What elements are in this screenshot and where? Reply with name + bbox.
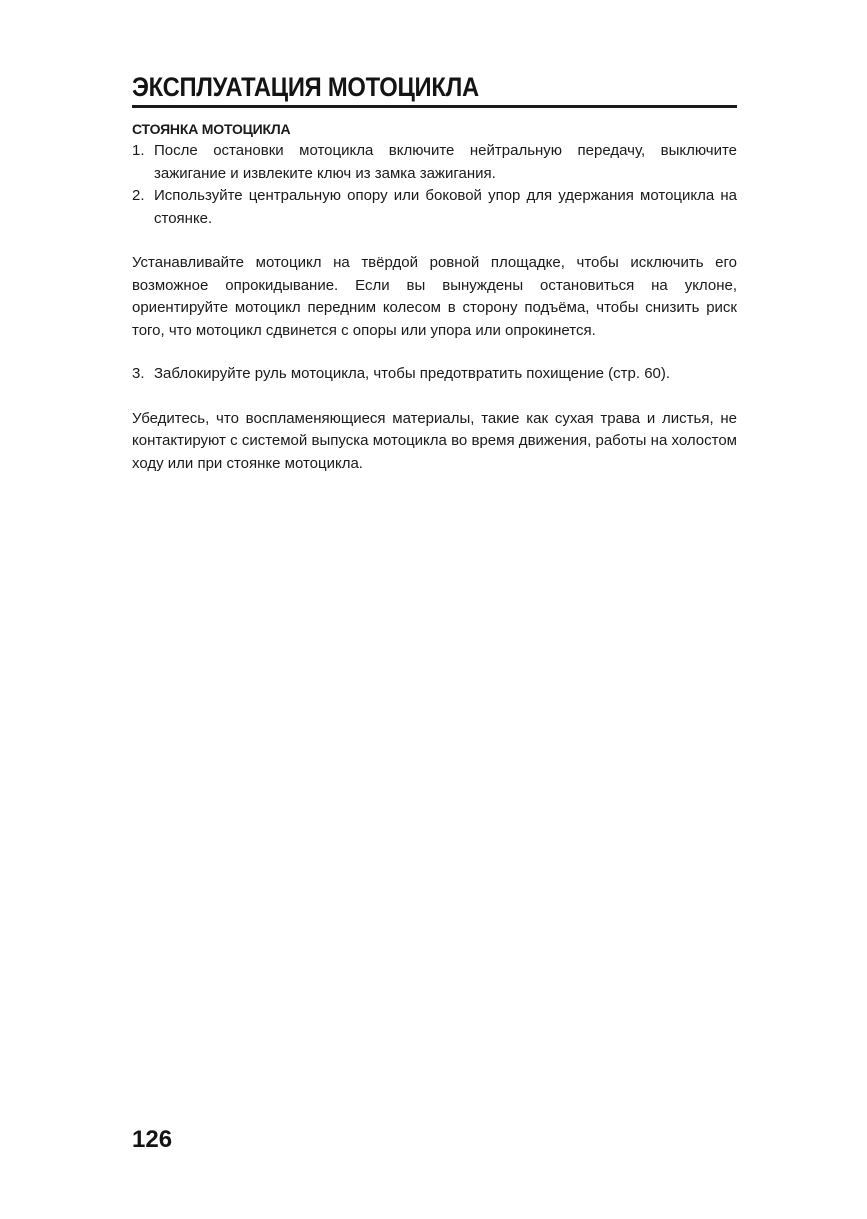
step-text: Используйте центральную опору или боковой упор для удержания мотоцикла на стоянке. [154,187,737,227]
step-item-3 [132,363,737,386]
step-item-2 [132,185,737,230]
step-number: 2. [132,187,145,204]
paragraph-flammable-warning: Убедитесь, что воспламеняющиеся материалы, такие как сухая трава и листья, не контактируют с системой выпуска мотоцикла во время движения, работы на холостом ходу или при стоянке мотоцикла. [132,409,737,472]
chapter-title: ЭКСПЛУАТАЦИЯ МОТОЦИКЛА [132,72,479,102]
spacer [132,386,737,408]
paragraph-parking-surface: Устанавливайте мотоцикл на твёрдой ровной площадке, чтобы исключить его возможное опрокидывание. Если вы вынуждены остановиться на уклоне, ориентируйте мотоцикл передним колесом в сторону подъёма, чтобы снизить риск того, что мотоцикл сдвинется с опоры или упора или опрокинется. [132,254,737,339]
section-heading: СТОЯНКА МОТОЦИКЛА [132,121,291,137]
spacer [132,230,737,252]
title-divider [132,105,737,108]
steps-list-b [132,363,737,386]
steps-list-a [132,140,737,230]
page-content [132,118,737,475]
step-item-1 [132,140,737,185]
step-text: После остановки мотоцикла включите нейтральную передачу, выключите зажигание и извлеките ключ из замка зажигания. [154,142,737,182]
step-text: Заблокируйте руль мотоцикла, чтобы предотвратить похищение (стр. 60). [154,365,671,382]
step-number: 1. [132,142,145,159]
spacer [132,342,737,363]
step-number: 3. [132,365,145,382]
page-number: 126 [132,1126,173,1153]
